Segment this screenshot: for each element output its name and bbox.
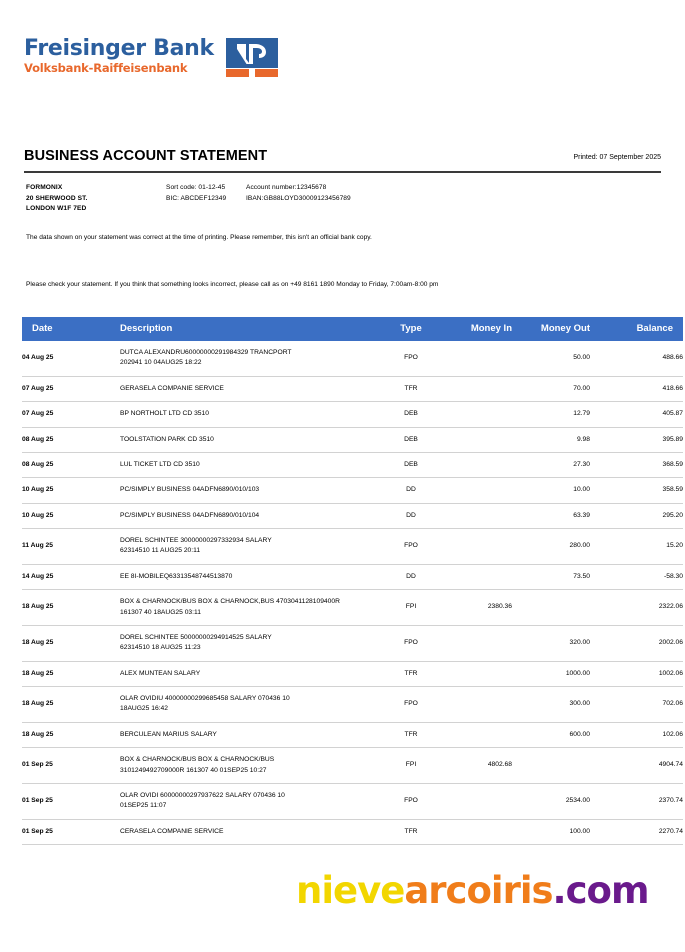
table-row[interactable] — [22, 478, 683, 503]
cell-money-out: 73.50 — [512, 564, 590, 589]
description-line-2: 161307 40 18AUG25 03:11 — [120, 608, 201, 616]
description-line-1: ALEX MUNTEAN SALARY — [120, 669, 201, 677]
description-line-2: 01SEP25 11:07 — [120, 802, 167, 810]
cell-date: 07 Aug 25 — [22, 402, 120, 427]
table-row[interactable] — [22, 452, 683, 477]
description-line-2: 62314510 11 AUG25 20:11 — [120, 547, 201, 555]
cell-type: FPO — [382, 687, 440, 723]
cell-money-in — [440, 427, 512, 452]
cell-date: 10 Aug 25 — [22, 478, 120, 503]
contact-notice: Please check your statement. If you think that something looks incorrect, please call as on +49 8161 1890 Monday to Friday, 7:00am-8:00 pm — [26, 281, 439, 288]
cell-description — [120, 722, 382, 747]
cell-description — [120, 478, 382, 503]
description-line-1: TOOLSTATION PARK CD 3510 — [120, 435, 214, 443]
bank-name: Freisinger Bank — [24, 36, 214, 61]
watermark-part-3: .com — [552, 869, 649, 912]
cell-balance: 2002.06 — [590, 625, 683, 661]
cell-balance: 702.06 — [590, 687, 683, 723]
document-title-row — [24, 148, 661, 164]
cell-description — [120, 687, 382, 723]
account-holder-address — [26, 183, 166, 215]
volksbank-mark-icon — [226, 38, 278, 78]
cell-money-in — [440, 452, 512, 477]
cell-money-in: 4802.68 — [440, 748, 512, 784]
description-line-1: DOREL SCHINTEE 30000000297332934 SALARY — [120, 537, 272, 544]
table-row[interactable] — [22, 748, 683, 784]
cell-type: DD — [382, 503, 440, 528]
cell-date: 18 Aug 25 — [22, 687, 120, 723]
description-line-1: BP NORTHOLT LTD CD 3510 — [120, 410, 209, 418]
table-header-row — [22, 317, 683, 341]
iban-code: IBAN:GB88LOYD30009123456789 — [246, 194, 351, 202]
cell-money-in — [440, 687, 512, 723]
cell-type: FPI — [382, 590, 440, 626]
cell-type: FPO — [382, 529, 440, 565]
cell-money-out — [512, 590, 590, 626]
description-line-2: 202941 10 04AUG25 18:22 — [120, 359, 202, 367]
cell-balance: 295.20 — [590, 503, 683, 528]
description-line-1: BERCULEAN MARIUS SALARY — [120, 730, 217, 738]
table-row[interactable] — [22, 783, 683, 819]
sort-code: Sort code: 01-12-45 — [166, 184, 226, 191]
cell-money-in — [440, 478, 512, 503]
cell-description — [120, 427, 382, 452]
cell-money-in — [440, 341, 512, 376]
printed-date: Printed: 07 September 2025 — [573, 154, 661, 161]
cell-money-in — [440, 625, 512, 661]
cell-date: 04 Aug 25 — [22, 341, 120, 376]
transactions-table — [22, 317, 683, 845]
cell-money-out: 9.98 — [512, 427, 590, 452]
cell-description — [120, 376, 382, 401]
cell-type: FPO — [382, 341, 440, 376]
logo-orange-bar-left — [226, 69, 249, 77]
cell-date: 18 Aug 25 — [22, 722, 120, 747]
cell-description — [120, 402, 382, 427]
description-line-2: 18AUG25 16:42 — [120, 705, 168, 713]
cell-money-in — [440, 376, 512, 401]
cell-money-out: 600.00 — [512, 722, 590, 747]
cell-type: FPI — [382, 748, 440, 784]
cell-money-out: 70.00 — [512, 376, 590, 401]
cell-date: 08 Aug 25 — [22, 452, 120, 477]
description-line-1: BOX & CHARNOCK/BUS BOX & CHARNOCK/BUS — [120, 756, 275, 764]
cell-money-in — [440, 503, 512, 528]
cell-date: 10 Aug 25 — [22, 503, 120, 528]
cell-type: DD — [382, 478, 440, 503]
cell-balance: -58.30 — [590, 564, 683, 589]
cell-type: FPO — [382, 625, 440, 661]
sort-code-row — [166, 183, 351, 194]
cell-balance: 488.66 — [590, 341, 683, 376]
cell-date: 07 Aug 25 — [22, 376, 120, 401]
cell-description — [120, 341, 382, 376]
column-header-description[interactable]: Description — [120, 317, 382, 341]
table-row[interactable] — [22, 661, 683, 686]
column-header-date[interactable]: Date — [22, 317, 120, 341]
cell-date: 01 Sep 25 — [22, 783, 120, 819]
bank-subtitle: Volksbank-Raiffeisenbank — [24, 61, 188, 75]
cell-money-out: 1000.00 — [512, 661, 590, 686]
cell-type: DEB — [382, 402, 440, 427]
description-line-1: BOX & CHARNOCK/BUS BOX & CHARNOCK,BUS 4703041128109400R — [120, 598, 340, 606]
cell-money-out: 100.00 — [512, 819, 590, 844]
cell-balance: 395.89 — [590, 427, 683, 452]
cell-description — [120, 661, 382, 686]
table-row[interactable] — [22, 687, 683, 723]
description-line-1: DUTCA ALEXANDRU60000000291984329 TRANCPORT — [120, 349, 292, 356]
cell-type: TFR — [382, 722, 440, 747]
table-header — [22, 317, 683, 341]
cell-date: 01 Sep 25 — [22, 748, 120, 784]
table-row[interactable] — [22, 590, 683, 626]
cell-money-in — [440, 661, 512, 686]
table-body — [22, 341, 683, 845]
column-header-balance[interactable]: Balance — [590, 317, 683, 341]
cell-money-out: 63.39 — [512, 503, 590, 528]
watermark — [296, 869, 649, 912]
cell-money-in — [440, 783, 512, 819]
description-line-1: DOREL SCHINTEE 50000000294914525 SALARY — [120, 633, 272, 641]
watermark-part-2: arcoiris — [404, 869, 553, 912]
cell-date: 01 Sep 25 — [22, 819, 120, 844]
logo-v-glyph-icon — [235, 42, 269, 66]
cell-description — [120, 564, 382, 589]
cell-money-out: 320.00 — [512, 625, 590, 661]
cell-balance: 405.87 — [590, 402, 683, 427]
cell-money-in — [440, 564, 512, 589]
bank-logo-wordmark — [24, 38, 214, 75]
cell-balance: 1002.06 — [590, 661, 683, 686]
cell-money-out — [512, 748, 590, 784]
cell-money-out: 300.00 — [512, 687, 590, 723]
page-title: BUSINESS ACCOUNT STATEMENT — [24, 148, 268, 164]
cell-balance: 15.20 — [590, 529, 683, 565]
table-row[interactable] — [22, 427, 683, 452]
address-line-2: LONDON W1F 7ED — [26, 205, 87, 213]
bic-row — [166, 194, 351, 205]
cell-balance: 2370.74 — [590, 783, 683, 819]
cell-balance: 368.59 — [590, 452, 683, 477]
cell-type: DEB — [382, 452, 440, 477]
cell-description — [120, 625, 382, 661]
cell-type: DEB — [382, 427, 440, 452]
account-info — [26, 183, 663, 215]
table-row[interactable] — [22, 819, 683, 844]
description-line-1: EE 8I-MOBILEQ63313548744513870 — [120, 572, 233, 580]
cell-money-in — [440, 819, 512, 844]
description-line-1: LUL TICKET LTD CD 3510 — [120, 460, 200, 468]
cell-date: 18 Aug 25 — [22, 625, 120, 661]
cell-date: 14 Aug 25 — [22, 564, 120, 589]
cell-date: 18 Aug 25 — [22, 590, 120, 626]
cell-money-in — [440, 402, 512, 427]
cell-type: DD — [382, 564, 440, 589]
cell-money-out: 10.00 — [512, 478, 590, 503]
cell-date: 11 Aug 25 — [22, 529, 120, 565]
title-divider — [24, 171, 661, 173]
cell-balance: 358.59 — [590, 478, 683, 503]
description-line-1: OLAR OVIDI 60000000297937622 SALARY 070436 10 — [120, 791, 285, 799]
cell-money-out: 2534.00 — [512, 783, 590, 819]
description-line-1: GERASELA COMPANIE SERVICE — [120, 384, 224, 392]
column-header-money-out[interactable]: Money Out — [512, 317, 590, 341]
table-row[interactable] — [22, 503, 683, 528]
account-identifiers — [166, 183, 351, 215]
cell-money-out: 12.79 — [512, 402, 590, 427]
cell-description — [120, 783, 382, 819]
cell-description — [120, 819, 382, 844]
description-line-1: PC/SIMPLY BUSINESS 04ADFN6890/010/103 — [120, 486, 260, 494]
cell-balance: 102.06 — [590, 722, 683, 747]
account-holder-name: FORMONIX — [26, 184, 63, 191]
description-line-2: 3101249492709000R 161307 40 01SEP25 10:27 — [120, 766, 267, 774]
cell-balance: 4904.74 — [590, 748, 683, 784]
cell-money-out: 50.00 — [512, 341, 590, 376]
watermark-part-1: nieve — [296, 869, 405, 912]
description-line-1: CERASELA COMPANIE SERVICE — [120, 827, 224, 835]
address-line-1: 20 SHERWOOD ST. — [26, 194, 88, 202]
cell-money-in — [440, 529, 512, 565]
table-row[interactable] — [22, 564, 683, 589]
cell-type: TFR — [382, 819, 440, 844]
cell-description — [120, 590, 382, 626]
cell-balance: 2322.06 — [590, 590, 683, 626]
cell-description — [120, 529, 382, 565]
table-row[interactable] — [22, 625, 683, 661]
table-row[interactable] — [22, 402, 683, 427]
logo-orange-bar-right — [255, 69, 278, 77]
cell-money-in: 2380.36 — [440, 590, 512, 626]
cell-balance: 418.66 — [590, 376, 683, 401]
table-row[interactable] — [22, 722, 683, 747]
account-number: Account number:12345678 — [246, 184, 327, 191]
cell-type: FPO — [382, 783, 440, 819]
description-line-1: PC/SIMPLY BUSINESS 04ADFN6890/010/104 — [120, 511, 260, 519]
cell-date: 08 Aug 25 — [22, 427, 120, 452]
table-row[interactable] — [22, 341, 683, 376]
cell-money-out: 280.00 — [512, 529, 590, 565]
cell-description — [120, 748, 382, 784]
description-line-2: 62314510 18 AUG25 11:23 — [120, 644, 201, 652]
printing-notice: The data shown on your statement was correct at the time of printing. Please remember, this isn't an official bank copy. — [26, 234, 372, 241]
table-row[interactable] — [22, 376, 683, 401]
cell-money-out: 27.30 — [512, 452, 590, 477]
bic-code: BIC: ABCDEF12349 — [166, 194, 227, 202]
cell-description — [120, 503, 382, 528]
column-header-money-in[interactable]: Money In — [440, 317, 512, 341]
cell-type: TFR — [382, 376, 440, 401]
cell-money-in — [440, 722, 512, 747]
column-header-type[interactable]: Type — [382, 317, 440, 341]
cell-description — [120, 452, 382, 477]
bank-logo — [24, 38, 278, 78]
table-row[interactable] — [22, 529, 683, 565]
cell-date: 18 Aug 25 — [22, 661, 120, 686]
cell-type: TFR — [382, 661, 440, 686]
cell-balance: 2270.74 — [590, 819, 683, 844]
description-line-1: OLAR OVIDIU 40000000299685458 SALARY 070436 10 — [120, 695, 290, 702]
